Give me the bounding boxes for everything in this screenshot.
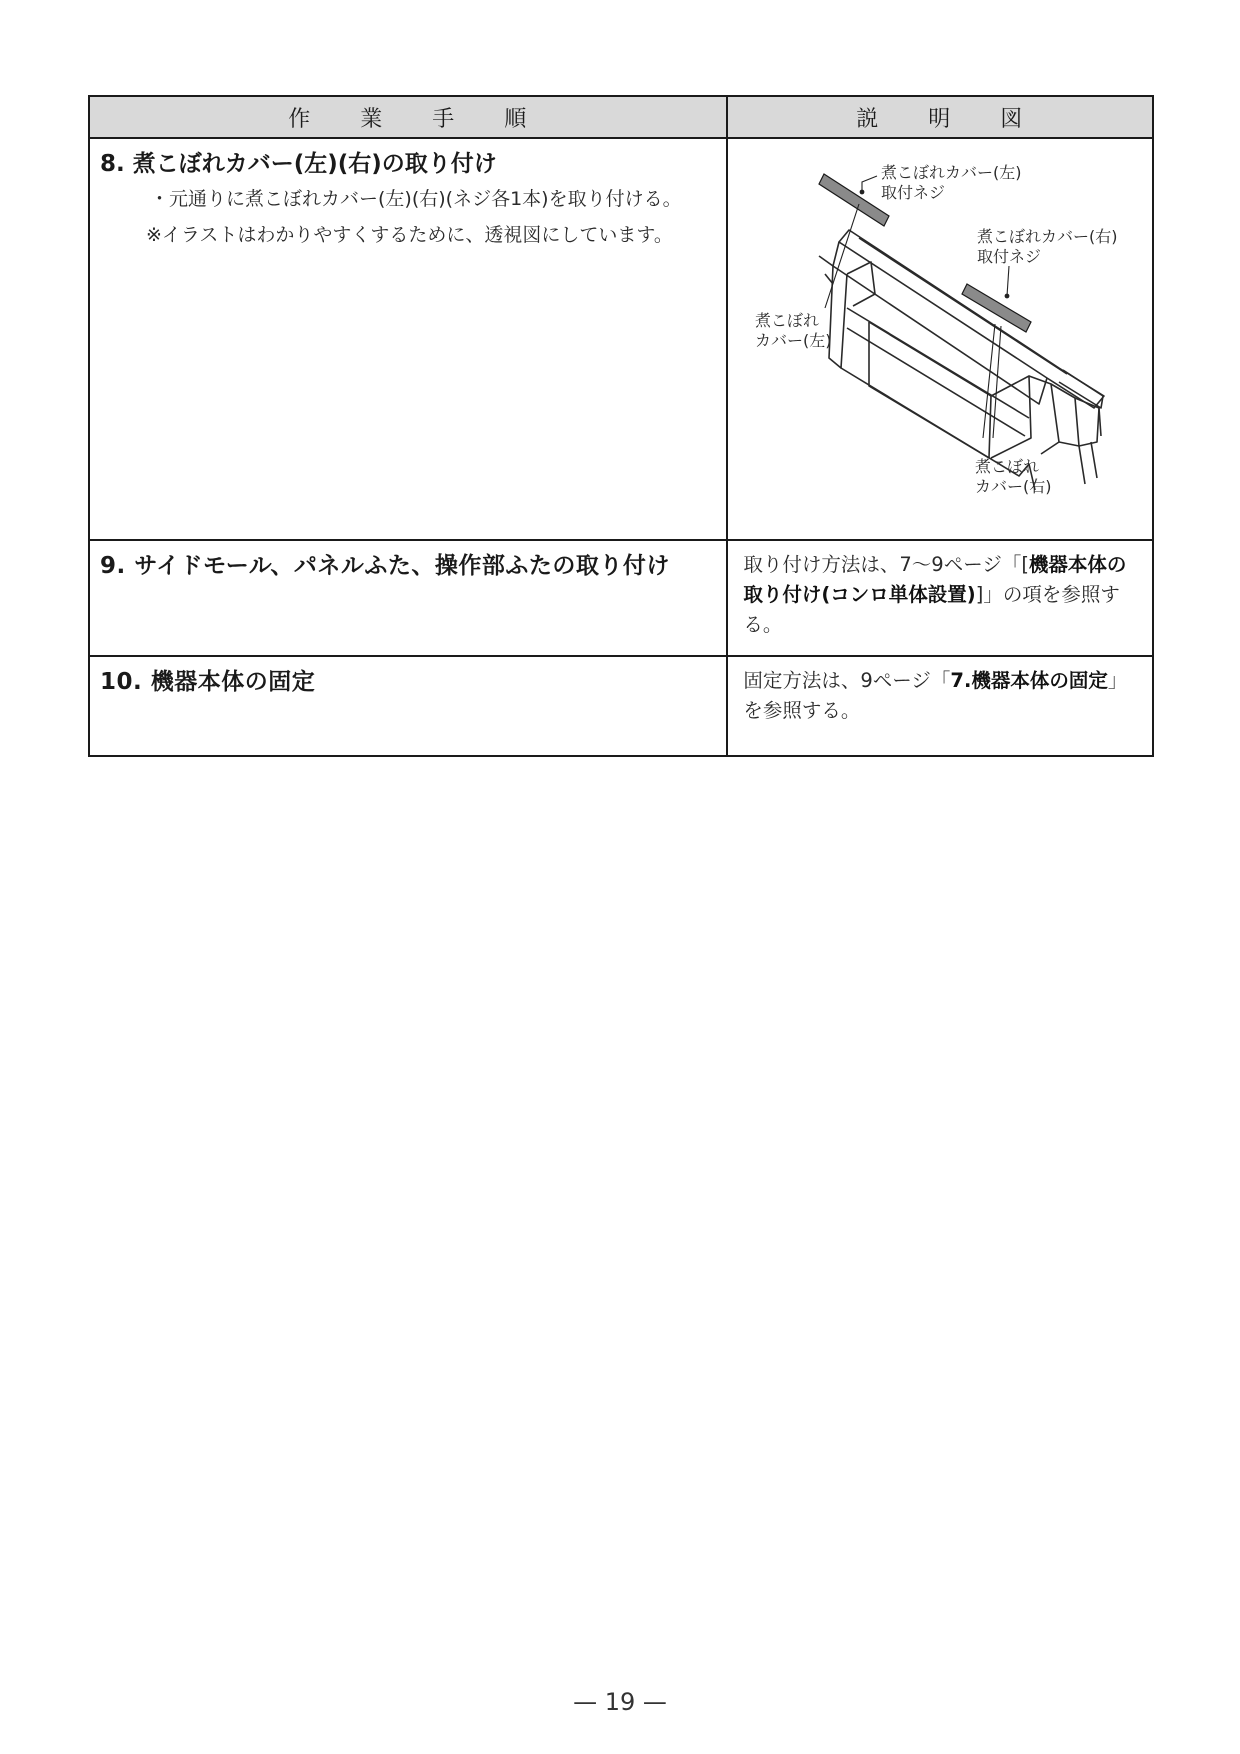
cooker-cover-illustration <box>729 146 1149 520</box>
step-8-note: ※イラストはわかりやすくするために、透視図にしています。 <box>146 224 673 246</box>
instruction-table <box>88 95 1154 757</box>
table-row <box>89 656 1153 756</box>
page-number: — 19 — <box>573 1688 667 1716</box>
step-10-title: 10. 機器本体の固定 <box>100 669 316 695</box>
label-cover-left: 煮こぼれ <box>755 311 820 330</box>
label-screw-right: 煮こぼれカバー(右) <box>977 227 1118 246</box>
step-10-description <box>727 656 1153 756</box>
label-screw-left: 煮こぼれカバー(左) <box>881 163 1022 182</box>
step-8-procedure <box>89 138 727 540</box>
step-9-description <box>727 540 1153 656</box>
label-screw-left-2: 取付ネジ <box>881 183 946 202</box>
label-screw-right-2: 取付ネジ <box>977 247 1042 266</box>
table-row <box>89 138 1153 540</box>
step-8-bullet: ・元通りに煮こぼれカバー(左)(右)(ネジ各1本)を取り付ける。 <box>150 188 682 210</box>
step-9-desc: 取り付け方法は、7～9ページ「[機器本体の取り付け(コンロ単体設置)]」の項を参照する。 <box>743 553 1127 636</box>
step-10-desc: 固定方法は、9ページ「7.機器本体の固定」を参照する。 <box>743 669 1128 722</box>
label-cover-left-2: カバー(左) <box>755 331 832 350</box>
label-cover-right: 煮こぼれ <box>975 457 1040 476</box>
step-8-illustration-cell <box>727 138 1153 540</box>
step-10-procedure <box>89 656 727 756</box>
step-9-title: 9. サイドモール、パネルふた、操作部ふたの取り付け <box>100 553 670 579</box>
table-row <box>89 540 1153 656</box>
header-procedure: 作 業 手 順 <box>89 96 727 138</box>
table-header-row <box>89 96 1153 138</box>
step-9-procedure <box>89 540 727 656</box>
header-illustration: 説 明 図 <box>727 96 1153 138</box>
step-8-title: 8. 煮こぼれカバー(左)(右)の取り付け <box>100 151 497 177</box>
label-cover-right-2: カバー(右) <box>975 477 1052 496</box>
